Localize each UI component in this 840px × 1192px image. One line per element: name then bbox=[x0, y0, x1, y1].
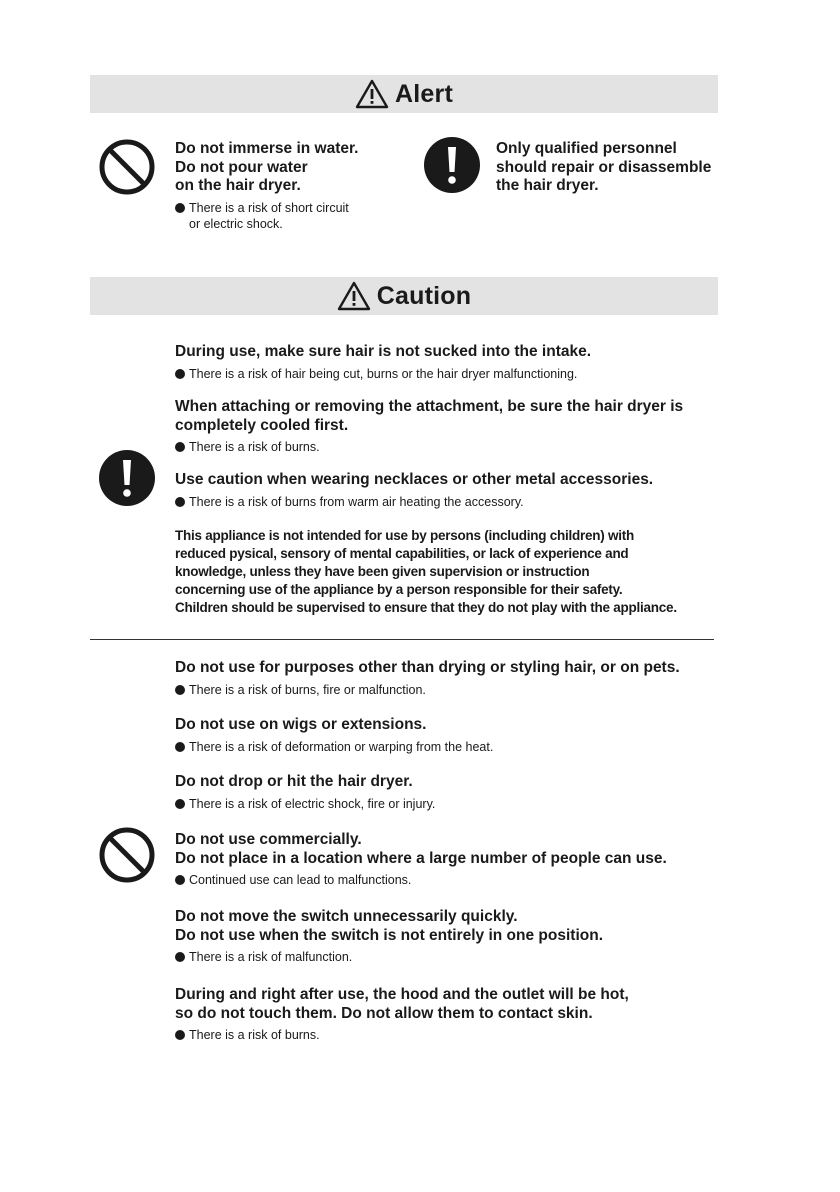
caution-item-bullet-text: There is a risk of hair being cut, burns or the hair dryer malfunctioning. bbox=[189, 366, 578, 381]
caution-item bbox=[175, 343, 725, 382]
prohibition-bullet bbox=[175, 682, 735, 698]
prohibition-bullet-text: There is a risk of electric shock, fire or injury. bbox=[189, 796, 436, 811]
prohibition-heading: Do not use on wigs or extensions. bbox=[175, 716, 427, 733]
prohibition-bullet bbox=[175, 739, 735, 755]
prohibition-heading: Do not drop or hit the hair dryer. bbox=[175, 773, 413, 790]
caution-item-heading: Use caution when wearing necklaces or other metal accessories. bbox=[175, 471, 654, 488]
warning-triangle-icon bbox=[355, 79, 389, 109]
bullet-dot bbox=[175, 952, 185, 962]
prohibition-bullet-text: There is a risk of burns, fire or malfunction. bbox=[189, 682, 426, 697]
prohibition-heading: During and right after use, the hood and the outlet will be hot, bbox=[175, 986, 629, 1003]
prohibition-bullet bbox=[175, 1027, 735, 1043]
bullet-dot bbox=[175, 497, 185, 507]
caution-item-bullet bbox=[175, 366, 725, 382]
caution-item bbox=[175, 398, 725, 455]
alert-right-heading-3: the hair dryer. bbox=[496, 177, 599, 194]
prohibition-bullet-text: Continued use can lead to malfunctions. bbox=[189, 873, 412, 887]
prohibition-item bbox=[175, 986, 735, 1043]
alert-left-bullet-line-1: There is a risk of short circuit bbox=[189, 200, 349, 215]
prohibition-bullet bbox=[175, 872, 735, 888]
caution-item-bullet-text: There is a risk of burns from warm air heating the accessory. bbox=[189, 494, 524, 509]
bullet-dot bbox=[175, 875, 185, 885]
caution-paragraph bbox=[175, 527, 735, 617]
bullet-dot bbox=[175, 1030, 185, 1040]
caution-item-bullet-text: There is a risk of burns. bbox=[189, 440, 320, 454]
caution-item-bullet bbox=[175, 494, 725, 510]
bullet-dot bbox=[175, 685, 185, 695]
bullet-dot bbox=[175, 799, 185, 809]
caution-paragraph-line: knowledge, unless they have been given supervision or instruction bbox=[175, 564, 590, 579]
alert-title: Alert bbox=[395, 79, 453, 108]
caution-title: Caution bbox=[376, 281, 472, 310]
prohibition-heading: Do not move the switch unnecessarily quickly. bbox=[175, 908, 518, 925]
alert-left-bullet bbox=[175, 200, 405, 232]
prohibition-item bbox=[175, 908, 735, 965]
mandatory-action-icon bbox=[423, 136, 481, 194]
bullet-dot bbox=[175, 742, 185, 752]
caution-item-heading: When attaching or removing the attachment, be sure the hair dryer is bbox=[175, 398, 684, 415]
alert-right-text bbox=[496, 140, 726, 196]
caution-paragraph-line: This appliance is not intended for use by persons (including children) with bbox=[175, 528, 635, 543]
warning-triangle-icon bbox=[337, 281, 371, 311]
alert-left-text bbox=[175, 140, 405, 232]
alert-left-heading-2: Do not pour water bbox=[175, 158, 308, 176]
prohibition-bullet-text: There is a risk of burns. bbox=[189, 1028, 320, 1042]
prohibition-heading: so do not touch them. Do not allow them to contact skin. bbox=[175, 1004, 593, 1022]
caution-item-heading: During use, make sure hair is not sucked into the intake. bbox=[175, 343, 592, 360]
prohibition-heading: Do not use commercially. bbox=[175, 831, 362, 848]
section-divider bbox=[90, 639, 714, 640]
bullet-dot bbox=[175, 203, 185, 213]
caution-paragraph-line: concerning use of the appliance by a person responsible for their safety. bbox=[175, 582, 623, 597]
prohibition-bullet bbox=[175, 796, 735, 812]
bullet-dot bbox=[175, 369, 185, 379]
prohibition-heading: Do not use for purposes other than drying or styling hair, or on pets. bbox=[175, 659, 680, 676]
prohibition-item bbox=[175, 773, 735, 812]
alert-left-heading-1: Do not immerse in water. bbox=[175, 140, 359, 157]
alert-right-heading-1: Only qualified personnel bbox=[496, 140, 677, 157]
prohibition-item bbox=[175, 831, 735, 888]
prohibition-heading: Do not use when the switch is not entirely in one position. bbox=[175, 926, 603, 944]
caution-paragraph-line: Children should be supervised to ensure that they do not play with the appliance. bbox=[175, 600, 677, 615]
mandatory-action-icon bbox=[98, 449, 156, 507]
prohibition-icon bbox=[98, 138, 156, 196]
caution-paragraph-line: reduced pysical, sensory of mental capabilities, or lack of experience and bbox=[175, 546, 629, 561]
prohibition-item bbox=[175, 716, 735, 755]
prohibition-bullet-text: There is a risk of malfunction. bbox=[189, 950, 353, 964]
caution-item-heading: completely cooled first. bbox=[175, 416, 349, 434]
alert-right-heading-2: should repair or disassemble bbox=[496, 158, 712, 176]
alert-banner bbox=[90, 75, 718, 113]
prohibition-icon bbox=[98, 826, 156, 884]
prohibition-bullet-text: There is a risk of deformation or warping from the heat. bbox=[189, 739, 494, 754]
alert-left-bullet-line-2: or electric shock. bbox=[189, 216, 283, 231]
bullet-dot bbox=[175, 442, 185, 452]
prohibition-bullet bbox=[175, 949, 735, 965]
caution-item-bullet bbox=[175, 439, 725, 455]
caution-banner bbox=[90, 277, 718, 315]
caution-item bbox=[175, 471, 725, 510]
prohibition-heading: Do not place in a location where a large number of people can use. bbox=[175, 849, 667, 867]
prohibition-item bbox=[175, 659, 735, 698]
alert-left-heading-3: on the hair dryer. bbox=[175, 177, 301, 194]
